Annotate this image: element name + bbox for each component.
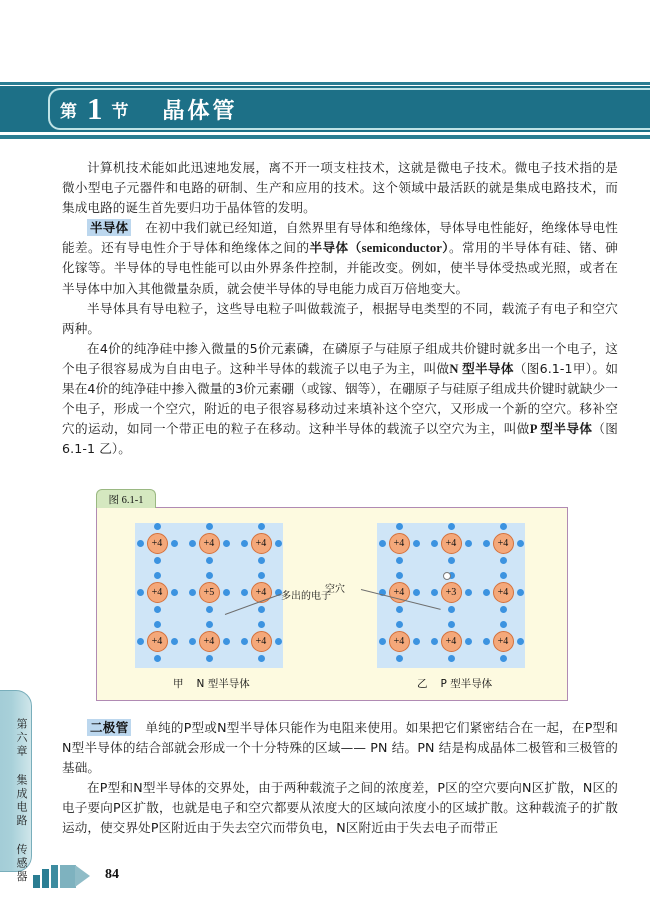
valence-electron-dot xyxy=(154,606,161,613)
atom-core-n-type: +4 xyxy=(199,631,220,652)
valence-electron-dot xyxy=(189,540,196,547)
atom-core-n-type: +4 xyxy=(251,631,272,652)
figure-label-tab: 图 6.1-1 xyxy=(96,489,156,508)
hole-marker xyxy=(443,572,451,580)
atom-core-p-type: +4 xyxy=(389,631,410,652)
atom-core-p-type: +4 xyxy=(389,533,410,554)
footer-arrow-icon xyxy=(75,865,90,887)
valence-electron-dot xyxy=(500,557,507,564)
section-title: 晶体管 xyxy=(162,98,238,124)
valence-electron-dot xyxy=(379,540,386,547)
valence-electron-dot xyxy=(154,523,161,530)
atom-core-n-type: +4 xyxy=(199,533,220,554)
paragraph-semiconductor-text-b: 。常用的半导体有硅、锗、砷化镓等。半导体的导电性能可以由外界条件控制，并能改变。例如，使半导体受热或光照，或者在半导体中加入其他微量杂质，就会使半导体的导电能力成百万倍地变大。 xyxy=(62,240,618,296)
valence-electron-dot xyxy=(517,638,524,645)
valence-electron-dot xyxy=(500,621,507,628)
valence-electron-dot xyxy=(396,621,403,628)
paragraph-doping-text-a: 在4价的纯净硅中掺入微量的5价元素磷，在磷原子与硅原子组成共价键时就多出一个电子，这个电子很容易成为自由电子。这种半导体的载流子以电子为主，叫做 xyxy=(62,340,618,376)
lattice-panel-n-type xyxy=(135,523,283,668)
valence-electron-dot xyxy=(483,589,490,596)
valence-electron-dot xyxy=(189,589,196,596)
footer-bar-4 xyxy=(60,865,76,888)
figure-caption-right xyxy=(417,676,492,691)
valence-electron-dot xyxy=(154,655,161,662)
valence-electron-dot xyxy=(431,638,438,645)
atom-core-n-type: +4 xyxy=(147,631,168,652)
section-suffix-label: 节 xyxy=(111,101,129,122)
valence-electron-dot xyxy=(448,557,455,564)
valence-electron-dot xyxy=(137,589,144,596)
figure-6-1-1 xyxy=(96,489,568,701)
lattice-panel-p-type xyxy=(377,523,525,668)
paragraph-doping-text-c: （图 6.1-1 乙）。 xyxy=(62,421,618,457)
valence-electron-dot xyxy=(275,638,282,645)
paragraph-diode-text: 单纯的P型或N型半导体只能作为电阻来使用。如果把它们紧密结合在一起，在P型和N型半导体的结合部就会形成一个十分特殊的区域—— PN 结。PN 结是构成晶体二极管和三极管的基础。 xyxy=(62,720,618,776)
valence-electron-dot xyxy=(448,606,455,613)
inline-bold-semiconductor-en: （semiconductor） xyxy=(348,241,449,256)
term-diode: 二极管 xyxy=(87,719,131,736)
atom-core-p-type: +4 xyxy=(441,533,462,554)
valence-electron-dot xyxy=(396,572,403,579)
paragraph-carriers-text: 半导体具有导电粒子，这些导电粒子叫做载流子，根据导电类型的不同，载流子有电子和空穴两种。 xyxy=(62,300,618,336)
valence-electron-dot xyxy=(241,589,248,596)
paragraph-junction xyxy=(62,778,618,838)
valence-electron-dot xyxy=(241,540,248,547)
inline-bold-n-type: N 型半导体 xyxy=(449,361,514,376)
valence-electron-dot xyxy=(206,572,213,579)
article-body-lower xyxy=(62,718,618,839)
valence-electron-dot xyxy=(206,523,213,530)
paragraph-intro-text: 计算机技术能如此迅速地发展，离不开一项支柱技术，这就是微电子技术。微电子技术指的是微小型电子元器件和电路的研制、生产和应用的技术。这个领域中最活跃的就是集成电路技术，而集成电路的诞生首先要归功于晶体管的发明。 xyxy=(62,160,618,216)
valence-electron-dot xyxy=(223,638,230,645)
valence-electron-dot xyxy=(206,621,213,628)
valence-electron-dot xyxy=(448,621,455,628)
atom-core-p-type: +3 xyxy=(441,582,462,603)
valence-electron-dot xyxy=(206,557,213,564)
paragraph-doping xyxy=(62,339,618,460)
valence-electron-dot xyxy=(413,589,420,596)
valence-electron-dot xyxy=(431,540,438,547)
valence-electron-dot xyxy=(154,572,161,579)
footer-bar-3 xyxy=(51,865,58,888)
valence-electron-dot xyxy=(137,540,144,547)
figure-body xyxy=(96,507,568,701)
section-prefix-label: 第 xyxy=(60,101,78,122)
atom-core-p-type: +4 xyxy=(493,631,514,652)
valence-electron-dot xyxy=(448,523,455,530)
chapter-tab-label: 第六章 集成电路 传感器 xyxy=(15,718,28,884)
valence-electron-dot xyxy=(396,557,403,564)
valence-electron-dot xyxy=(465,540,472,547)
valence-electron-dot xyxy=(258,655,265,662)
callout-extra-electron: 多出的电子 xyxy=(281,591,331,602)
valence-electron-dot xyxy=(171,589,178,596)
paragraph-carriers xyxy=(62,299,618,339)
valence-electron-dot xyxy=(241,638,248,645)
valence-electron-dot xyxy=(413,540,420,547)
section-header xyxy=(60,90,238,128)
inline-bold-p-type: P 型半导体 xyxy=(529,422,593,437)
footer-bar-1 xyxy=(33,875,40,888)
paragraph-junction-text: 在P型和N型半导体的交界处，由于两种载流子之间的浓度差，P区的空穴要向N区扩散，N区的电子要向P区扩散，也就是电子和空穴都要从浓度大的区域向浓度小的区域扩散。这种载流子的扩散运动，使交界处P区附近由于失去空穴而带负电，N区附近由于失去电子而带正 xyxy=(62,780,618,836)
inline-bold-semiconductor-cn: 半导体 xyxy=(309,241,349,256)
paragraph-intro xyxy=(62,158,618,218)
valence-electron-dot xyxy=(275,540,282,547)
valence-electron-dot xyxy=(154,557,161,564)
atom-core-n-type: +5 xyxy=(199,582,220,603)
valence-electron-dot xyxy=(206,606,213,613)
caption-right-letter: 乙 xyxy=(417,679,428,690)
valence-electron-dot xyxy=(413,638,420,645)
atom-core-n-type: +4 xyxy=(147,533,168,554)
valence-electron-dot xyxy=(517,540,524,547)
header-bottom-rule xyxy=(0,135,650,139)
valence-electron-dot xyxy=(483,540,490,547)
valence-electron-dot xyxy=(258,606,265,613)
valence-electron-dot xyxy=(448,655,455,662)
atom-core-p-type: +4 xyxy=(441,631,462,652)
paragraph-diode xyxy=(62,718,618,778)
valence-electron-dot xyxy=(258,572,265,579)
paragraph-doping-text-b: （图6.1-1甲）。如果在4价的纯净硅中掺入微量的3价元素硼（或镓、铟等），在硼原子与硅原子组成共价键时就缺少一个电子，形成一个空穴，附近的电子很容易移动过来填补这个空穴，又形成一个新的空穴。移补空穴的运动，如同一个带正电的粒子在移动。这种半导体的载流子以空穴为主，叫做 xyxy=(62,360,619,437)
valence-electron-dot xyxy=(223,540,230,547)
atom-core-p-type: +4 xyxy=(493,582,514,603)
atom-core-p-type: +4 xyxy=(389,582,410,603)
valence-electron-dot xyxy=(465,589,472,596)
valence-electron-dot xyxy=(396,523,403,530)
atom-core-n-type: +4 xyxy=(251,582,272,603)
valence-electron-dot xyxy=(500,606,507,613)
valence-electron-dot xyxy=(154,621,161,628)
valence-electron-dot xyxy=(189,638,196,645)
valence-electron-dot xyxy=(258,621,265,628)
paragraph-semiconductor xyxy=(62,218,618,298)
valence-electron-dot xyxy=(431,589,438,596)
atom-core-n-type: +4 xyxy=(251,533,272,554)
valence-electron-dot xyxy=(465,638,472,645)
valence-electron-dot xyxy=(137,638,144,645)
valence-electron-dot xyxy=(483,638,490,645)
callout-hole: 空穴 xyxy=(325,584,345,595)
valence-electron-dot xyxy=(171,540,178,547)
valence-electron-dot xyxy=(500,655,507,662)
atom-core-n-type: +4 xyxy=(147,582,168,603)
valence-electron-dot xyxy=(223,589,230,596)
valence-electron-dot xyxy=(517,589,524,596)
valence-electron-dot xyxy=(258,557,265,564)
footer-bar-2 xyxy=(42,869,49,888)
section-number: 1 xyxy=(87,90,103,126)
term-semiconductor: 半导体 xyxy=(87,219,131,236)
article-body xyxy=(62,158,618,459)
paragraph-semiconductor-text-a: 在初中我们就已经知道，自然界里有导体和绝缘体，导体导电性能好，绝缘体导电性能差。还有导电性介于导体和绝缘体之间的 xyxy=(62,220,618,256)
atom-core-p-type: +4 xyxy=(493,533,514,554)
valence-electron-dot xyxy=(396,606,403,613)
figure-caption-left xyxy=(173,676,250,691)
caption-right-text: P 型半导体 xyxy=(440,678,493,690)
header-top-rule xyxy=(0,82,650,85)
valence-electron-dot xyxy=(171,638,178,645)
page-number: 84 xyxy=(105,867,119,882)
valence-electron-dot xyxy=(396,655,403,662)
valence-electron-dot xyxy=(206,655,213,662)
valence-electron-dot xyxy=(379,638,386,645)
valence-electron-dot xyxy=(500,523,507,530)
valence-electron-dot xyxy=(500,572,507,579)
footer-bars xyxy=(33,865,76,888)
caption-left-letter: 甲 xyxy=(173,679,184,690)
valence-electron-dot xyxy=(258,523,265,530)
page-footer xyxy=(33,862,193,894)
caption-left-text: N 型半导体 xyxy=(196,678,250,690)
